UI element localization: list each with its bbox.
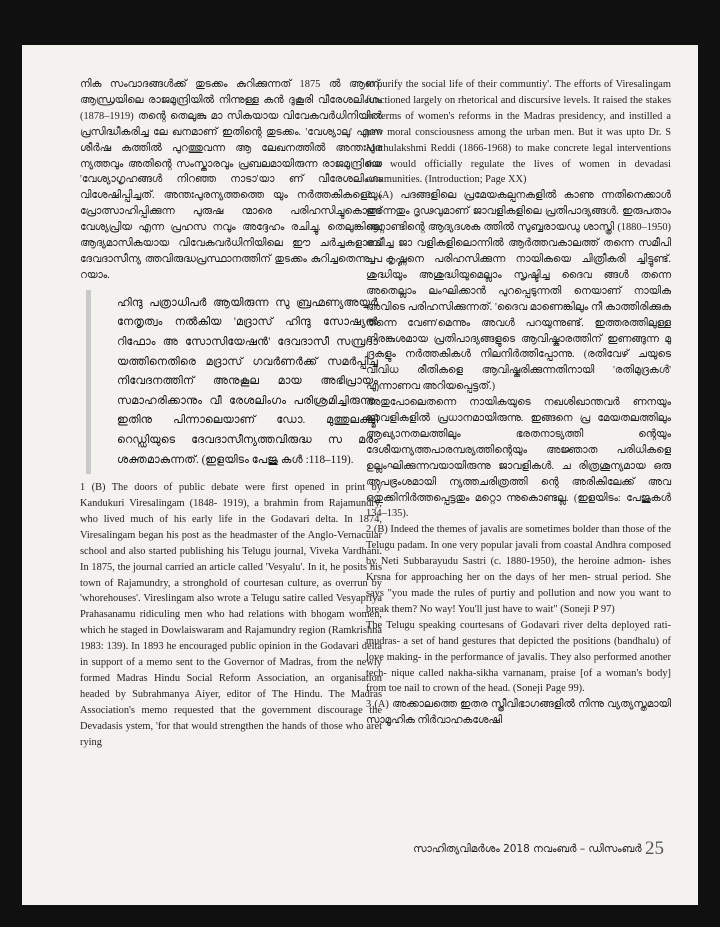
left-column: [80, 77, 382, 751]
right-column: [366, 77, 671, 729]
english-paragraph-1b-cont: to purify the social life of their communtiy'. The efforts of Viresalingam functioned largely on rhetorical and discursive levels. It raised the stakes in terms of women's reforms in the Madras presidency, and instilled a new moral consciousness among the urban men. But it was upto Dr. S Muthulakshmi Reddi (1866-1968) to make concrete legal interventions that would officially regulate the lives of women in devadasi communities. (Introduction; Page XX): [366, 79, 671, 186]
journal-title: സാഹിത്യവിമർശം 2018 നവംബർ – ഡിസംബർ: [413, 843, 642, 855]
pull-quote: [86, 290, 382, 474]
page-footer: [413, 838, 664, 860]
malayalam-paragraph-3a: 3 (A) അക്കാലത്തെ ഇതര സ്ത്രീവിഭാഗങ്ങളിൽ നിന്നു വ്യത്യസ്തമായി സാമൂഹിക നിർവാഹകശേഷി: [366, 699, 671, 727]
malayalam-paragraph-2a: 2 (A) പദങ്ങളിലെ പ്രമേയകല്പനകളിൽ കാണു ന്നതിനെക്കാൾ തുറന്നതും ദൃഢവുമാണ് ജാവളികളിലെ പ്രതിപാദ്യങ്ങൾ. ഇരുപതാം നൂറ്റാണ്ടിന്റെ ആദ്യദശക ത്തിൽ സുബ്ബരായഡു ശാസ്ത്രി (1880–1950) രചിച്ച ജാ വളികളിലൊന്നിൽ ആർത്തവകാലത്ത് തന്നെ സമീപി ച്ച കൃഷ്ണനെ പരിഹസിക്കുന്ന നായികയെ ചിത്രീകരി ച്ചിട്ടുണ്ട്. ശുദ്ധിയും അശുദ്ധിയുമെല്ലാം സൃഷ്ടിച്ച ദൈവ ങ്ങൾ തന്നെ അതെല്ലാം ലംഘിക്കാൻ പുറപ്പെടുന്നതി നെയാണ് നായിക അവിടെ പരിഹസിക്കുന്നത്. 'ദൈവ മാണെങ്കിലും നീ കാത്തിരിക്കുക തന്നെ വേണ'മെന്നും അവൾ പറയുന്നുണ്ട്. ഇത്തരത്തിലുള്ള നിരങ്കുശമായ പ്രതിപാദ്യങ്ങളുടെ ആവിഷ്കാരത്തിന് ഇണങ്ങുന്ന മു ദ്രകളും നർത്തകികൾ നിലനിർത്തിപ്പോന്നു. (രതിവേഴ് ചയുടെ വിവിധ രീതികളെ ആവിഷ്കരിക്കുന്നതിനായി 'രതിമുദ്രകൾ' എന്നാണവ അറിയപ്പെട്ടത്.): [366, 190, 671, 393]
malayalam-paragraph-1a: നിക സംവാദങ്ങൾക്ക് തുടക്കം കുറിക്കുന്നത് 1875 ൽ ആണ്. ആന്ധ്രയിലെ രാജമുന്ദ്രിയിൽ നിന്നുള്ള കൻ ദുകൂരി വീരേശലിംഗം (1878–1919) തന്റെ തെലുങ്കു മാ സികയായ വിവേകവർധിനിയിൽ പ്രസിദ്ധീകരിച്ച ലേ ഖനമാണ് ഇതിന്റെ തുടക്കം. 'വേശ്യാലു' എന്ന ശീർഷ കത്തിൽ പുറത്തുവന്ന ആ ലേഖനത്തിൽ അന്തഃപുര ന്യത്തവും അതിന്റെ സംസ്കാരവും പ്രബലമായിരുന്ന രാജമുന്ദ്രിയെ 'വേശ്യാഗൃഹങ്ങൾ നിറഞ്ഞ നാടാ'യാ ണ് വീരേശലിംഗം വിശേഷിപ്പിച്ചത്. അന്തഃപുരന്യത്തത്തെ യും നർത്തകികളെയും പ്രോത്സാഹിപ്പിക്കുന്ന പുരുഷ ന്മാരെ പരിഹസിച്ചുകൊണ്ട് വേശ്യപ്രിയ എന്ന പ്രഹസ നവും അദ്ദേഹം രചിച്ചു. തെലുങ്കിലെ ആദ്യമാസികയായ വിവേകവർധിനിയിലെ ഈ ചർച്ചകളാണ് ദേവദാസീന്യ ത്തവിരുദ്ധപ്രസ്ഥാനത്തിന് തുടക്കം കുറിച്ചതെന്നു പ റയാം.: [80, 79, 382, 281]
english-paragraph-2b-cont: The Telugu speaking courtesans of Godavari river delta deployed rati-mudras- a set of hand gestures that depicted the positions (bandhalu) of love making- in the performance of javalis. They also performed another tech- nique called nakha-sikha varnanam, praise [of a woman's body] from toe nail to crown of the head. (Soneji Page 99).: [366, 619, 671, 695]
malayalam-paragraph-2a-cont: അതുപോലെതന്നെ നായികയുടെ നഖശിഖാന്തവർ ണനയും ജാവളികളിൽ പ്രധാനമായിരുന്നു. ഇങ്ങനെ പ്ര മേയതലത്തിലും ആഖ്യാനതലത്തിലും ഭരതനാട്യത്തി ന്റെയും ദേശീയന്യത്തപാരമ്പര്യത്തിന്റെയും അജ്ഞാത പരിധികളെ ഉല്ലംഘിക്കുന്നവയായിരുന്നു ജാവളികൾ. ച രിത്രശൂന്യമായ ഒരു അപഭ്രംശമായി ന്യത്തചരിത്രത്തി ന്റെ അരികിലേക്ക് അവ ഒതുക്കിനിർത്തപ്പെട്ടതും മറ്റൊ ന്നുകൊണ്ടല്ല. (ഇളയിടം: പേജുകൾ 134–135).: [366, 397, 671, 520]
english-paragraph-2b: 2 (B) Indeed the themes of javalis are sometimes bolder than those of the Telugu padam. In one very popular javali from coastal Andhra composed by Neti Subbarayudu Sastri (c. 1880-1950), the heroine admon- ishes Krsna for approaching her on the days of her men- strual period. She says "you made the rules of purtiy and pollution and now you want to break them? No way! You'll just have to wait" (Soneji P 97): [366, 524, 671, 615]
document-page: [22, 45, 698, 905]
pull-quote-text: ഹിന്ദു പത്രാധിപർ ആയിരുന്ന സു ബ്രഹ്മണ്യഅയ്യർ നേതൃത്വം നൽകിയ 'മദ്രാസ് ഹിന്ദു സോഷ്യൽ റിഫോം അ സോസിയേഷൻ' ദേവദാസീ സമ്പ്രദാ യത്തിനെതിരെ മദ്രാസ് ഗവർണർക്ക് സമർപ്പിച്ച നിവേദനത്തിന് അനുകൂല മായ അഭിപ്രായം സമാഹരിക്കാനും വീ രേശലിംഗം പരിശ്രമിച്ചിരുന്നു. ഇതിനു പിന്നാലെയാണ് ഡോ. മുത്തുലക്ഷ്മി റെഡ്ഡിയുടെ ദേവദാസീന്യത്തവിരുദ്ധ സ മരം ശക്തമാകുന്നത്. (ഇളയിടം പേജു കൾ :118–119).: [117, 296, 378, 466]
english-paragraph-1b: 1 (B) The doors of public debate were first opened in print by Kandukuri Viresalingam (1848- 1919), a brahmin from Rajamundry, who lived much of his early life in the Godavari delta. In 1874, Viresalingam began his post as the headmaster of the Anglo-Vernacular school and also started publishing his Telugu journal, Viveka Vardhani. In 1875, the journal carried an article called 'Vesyalu'. In it, he posits his town of Rajamundry, a stronghold of courtesan culture, as overrun by 'whorehouses'. Vireslingam also wrote a Telugu satire called Vesyapriya Prahasanamu ridiculing men who had relations with bhogam women, which he staged in Dowlaiswaram and Rajamundry region (Ramkrishna 1983: 139). In 1893 he encouraged public opinion in the Godavari delta in support of a memo sent to the Governor of Madras, from the newly formed Madras Hindu Social Reform Association, an organisation headed by Subrahmanya Aiyer, editor of The Hindu. The Madras Association's memo requested that the government discourage the Devadasis ystem, 'for that would strengthen the hands of those who aret rying: [80, 482, 382, 748]
page-number: 25: [645, 838, 664, 859]
